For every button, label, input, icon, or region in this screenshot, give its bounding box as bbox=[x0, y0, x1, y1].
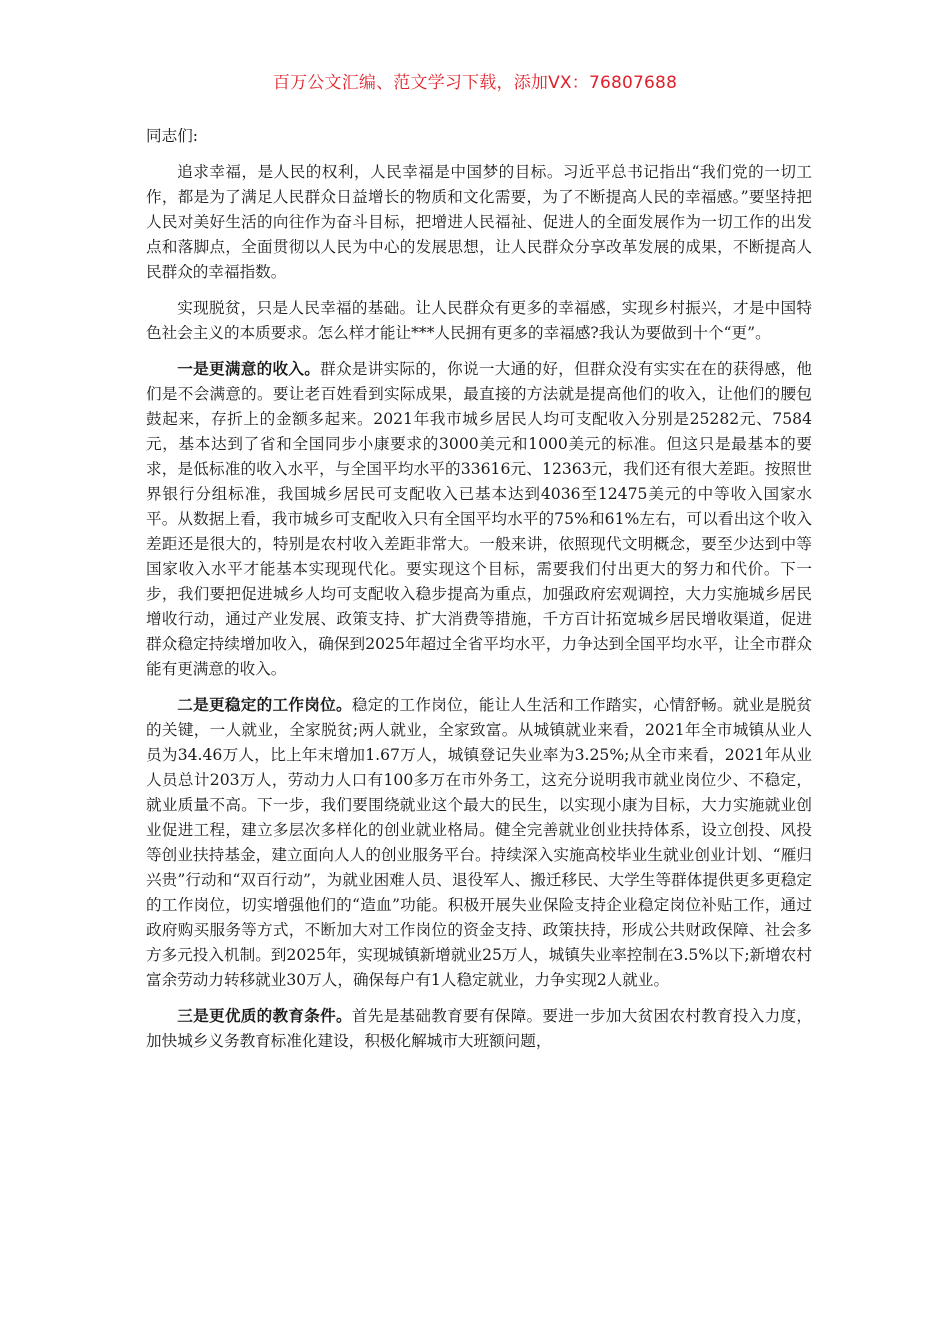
paragraph-overview bbox=[146, 295, 812, 346]
paragraph-lead-education: 三是更优质的教育条件。 bbox=[177, 1006, 352, 1025]
promo-banner: 百万公文汇编、范文学习下载，添加VX：76807688 bbox=[272, 73, 678, 93]
paragraph-text: 首先是基础教育要有保障。要进一步加大贫困农村教育投入力度，加快城乡义务教育标准化建设，积极化解城市大班额问题， bbox=[146, 1007, 812, 1050]
paragraph-employment bbox=[146, 692, 812, 993]
paragraph-lead-income: 一是更满意的收入。 bbox=[177, 359, 321, 378]
paragraph-text: 稳定的工作岗位，能让人生活和工作踏实，心情舒畅。就业是脱贫的关键，一人就业，全家脱贫;两人就业，全家致富。从城镇就业来看，2021年全市城镇从业人员为34.46万人，比上年末增加1.67万人，城镇登记失业率为3.25%;从全市来看，2021年从业人员总计203万人，劳动力人口有100多万在市外务工，这充分说明我市就业岗位少、不稳定，就业质量不高。下一步，我们要围绕就业这个最大的民生，以实现小康为目标，大力实施就业创业促进工程，建立多层次多样化的创业就业格局。健全完善就业创业扶持体系，设立创投、风投等创业扶持基金，建立面向人人的创业服务平台。持续深入实施高校毕业生就业创业计划、“雁归兴贵”行动和“双百行动”，为就业困难人员、退役军人、搬迁移民、大学生等群体提供更多更稳定的工作岗位，切实增强他们的“造血”功能。积极开展失业保险支持企业稳定岗位补贴工作，通过政府购买服务等方式，不断加大对工作岗位的资金支持、政策扶持，形成公共财政保障、社会多方多元投入机制。到2025年，实现城镇新增就业25万人，城镇失业率控制在3.5%以下;新增农村富余劳动力转移就业30万人，确保每户有1人稳定就业，力争实现2人就业。 bbox=[146, 696, 812, 989]
paragraph-intro bbox=[146, 159, 812, 285]
paragraph-text: 实现脱贫，只是人民幸福的基础。让人民群众有更多的幸福感，实现乡村振兴，才是中国特色社会主义的本质要求。怎么样才能让***人民拥有更多的幸福感?我认为要做到十个“更”。 bbox=[146, 299, 812, 342]
paragraph-education bbox=[146, 1003, 812, 1054]
paragraph-income bbox=[146, 356, 812, 682]
paragraph-text: 群众是讲实际的，你说一大通的好，但群众没有实实在在的获得感，他们是不会满意的。要让老百姓看到实际成果，最直接的方法就是提高他们的收入，让他们的腰包鼓起来，存折上的金额多起来。2021年我市城乡居民人均可支配收入分别是25282元、7584元，基本达到了省和全国同步小康要求的3000美元和1000美元的标准。但这只是最基本的要求，是低标准的收入水平，与全国平均水平的33616元、12363元，我们还有很大差距。按照世界银行分组标准，我国城乡居民可支配收入已基本达到4036至12475美元的中等收入国家水平。从数据上看，我市城乡可支配收入只有全国平均水平的75%和61%左右，可以看出这个收入差距还是很大的，特别是农村收入差距非常大。一般来讲，依照现代文明概念，要至少达到中等国家收入水平才能基本实现现代化。要实现这个目标，需要我们付出更大的努力和代价。下一步，我们要把促进城乡人均可支配收入稳步提高为重点，加强政府宏观调控，大力实施城乡居民增收行动，通过产业发展、政策支持、扩大消费等措施，千方百计拓宽城乡居民增收渠道，促进群众稳定持续增加收入，确保到2025年超过全省平均水平，力争达到全国平均水平，让全市群众能有更满意的收入。 bbox=[146, 360, 812, 678]
document-body bbox=[146, 124, 812, 1064]
paragraph-text: 追求幸福，是人民的权利，人民幸福是中国梦的目标。习近平总书记指出“我们党的一切工作，都是为了满足人民群众日益增长的物质和文化需要，为了不断提高人民的幸福感。”要坚持把人民对美好生活的向往作为奋斗目标，把增进人民福祉、促进人的全面发展作为一切工作的出发点和落脚点，全面贯彻以人民为中心的发展思想，让人民群众分享改革发展的成果，不断提高人民群众的幸福指数。 bbox=[146, 163, 812, 281]
greeting: 同志们: bbox=[146, 127, 199, 145]
paragraph-lead-employment: 二是更稳定的工作岗位。 bbox=[177, 695, 352, 714]
